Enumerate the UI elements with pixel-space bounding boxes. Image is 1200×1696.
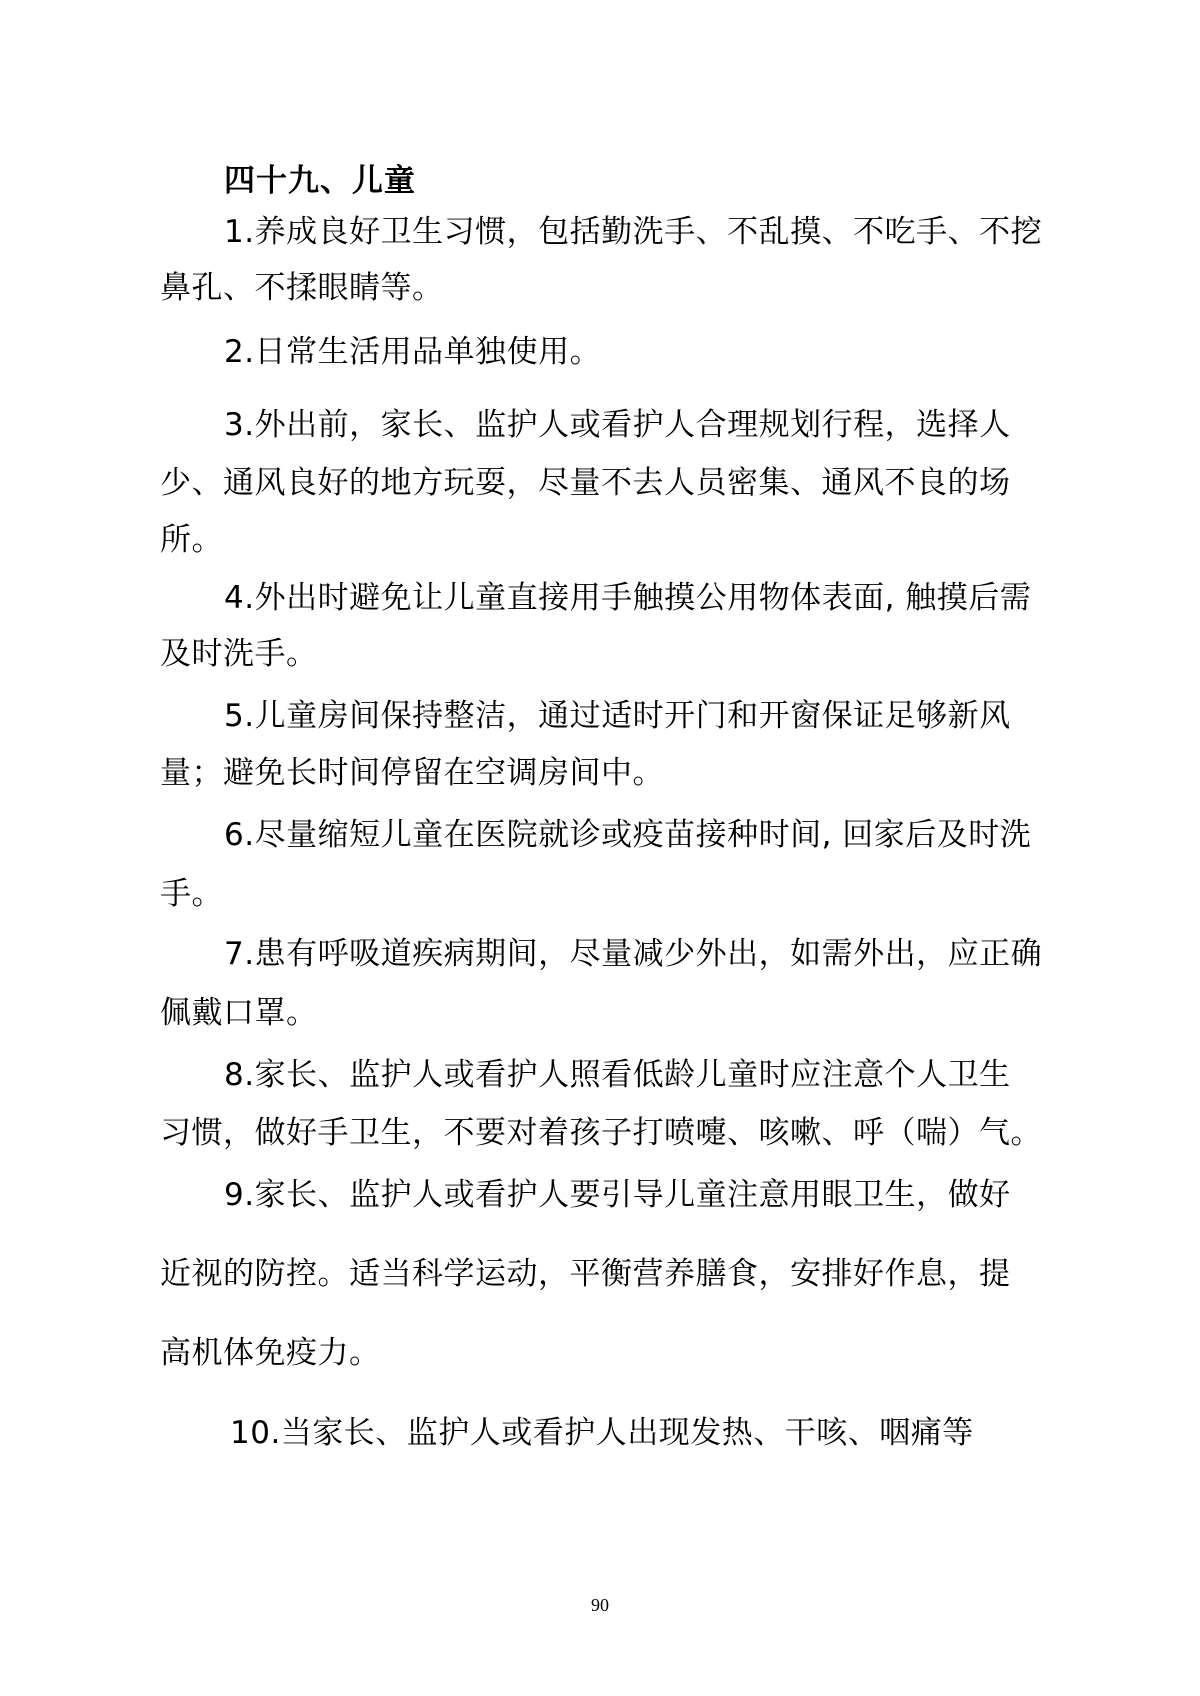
item-8-line-2: 习惯，做好手卫生，不要对着孩子打喷嚏、咳嗽、呼（喘）气。 (160, 1115, 1042, 1151)
item-6-line-1: 6.尽量缩短儿童在医院就诊或疫苗接种时间, 回家后及时洗 (224, 817, 1032, 853)
item-1-line-2: 鼻孔、不揉眼睛等。 (160, 270, 444, 306)
item-10-line-1: 10.当家长、监护人或看护人出现发热、干咳、咽痛等 (230, 1415, 974, 1451)
item-4-line-2: 及时洗手。 (160, 636, 318, 672)
item-7-line-2: 佩戴口罩。 (160, 995, 318, 1031)
item-8-line-1: 8.家长、监护人或看护人照看低龄儿童时应注意个人卫生 (224, 1057, 1011, 1093)
item-4-line-1: 4.外出时避免让儿童直接用手触摸公用物体表面, 触摸后需 (224, 580, 1032, 616)
item-6-line-2: 手。 (160, 876, 223, 912)
item-5-line-1: 5.儿童房间保持整洁，通过适时开门和开窗保证足够新风 (224, 698, 1011, 734)
item-7-line-1: 7.患有呼吸道疾病期间，尽量减少外出，如需外出，应正确 (224, 936, 1043, 972)
page-number: 90 (591, 1595, 609, 1615)
item-9-line-2: 近视的防控。适当科学运动，平衡营养膳食，安排好作息，提 (160, 1256, 1011, 1292)
item-5-line-2: 量；避免长时间停留在空调房间中。 (160, 755, 664, 791)
item-3-line-3: 所。 (160, 522, 223, 558)
item-2-line-1: 2.日常生活用品单独使用。 (224, 334, 602, 370)
item-9-line-3: 高机体免疫力。 (160, 1335, 381, 1371)
item-9-line-1: 9.家长、监护人或看护人要引导儿童注意用眼卫生，做好 (224, 1177, 1011, 1213)
item-3-line-2: 少、通风良好的地方玩耍，尽量不去人员密集、通风不良的场 (160, 465, 1011, 501)
section-heading: 四十九、儿童 (224, 163, 416, 199)
item-1-line-1: 1.养成良好卫生习惯，包括勤洗手、不乱摸、不吃手、不挖 (224, 214, 1043, 250)
item-3-line-1: 3.外出前，家长、监护人或看护人合理规划行程，选择人 (224, 407, 1011, 443)
